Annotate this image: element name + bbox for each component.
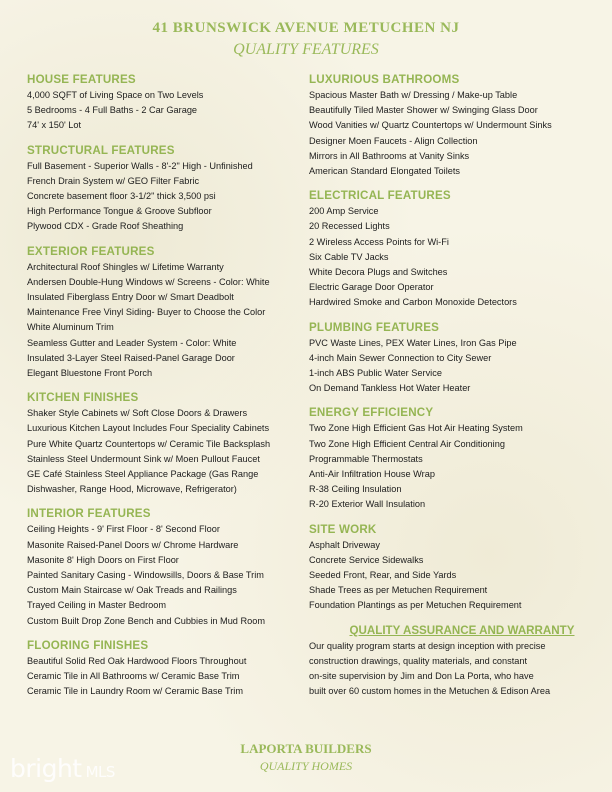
section-heading: PLUMBING FEATURES: [309, 320, 440, 334]
feature-item: Electric Garage Door Operator: [309, 282, 434, 293]
feature-item: Dishwasher, Range Hood, Microwave, Refrigerator): [27, 484, 237, 495]
feature-item: 20 Recessed Lights: [309, 221, 390, 232]
feature-item: American Standard Elongated Toilets: [309, 166, 461, 177]
feature-item: Insulated Fiberglass Entry Door w/ Smart Deadbolt: [27, 292, 234, 303]
feature-item: Foundation Plantings as per Metuchen Requirement: [309, 600, 522, 611]
feature-item: White Decora Plugs and Switches: [309, 267, 448, 278]
feature-item: Concrete basement floor 3-1/2" thick 3,500 psi: [27, 191, 216, 202]
footer-title: LAPORTA BUILDERS: [240, 741, 372, 756]
quality-line: construction drawings, quality materials, and constant: [309, 655, 528, 666]
feature-item: Shade Trees as per Metuchen Requirement: [309, 585, 488, 596]
page-subtitle: QUALITY FEATURES: [233, 41, 379, 58]
section-heading: INTERIOR FEATURES: [27, 507, 151, 521]
feature-item: 200 Amp Service: [309, 206, 379, 217]
feature-section: [27, 506, 312, 628]
feature-item: Designer Moen Faucets - Align Collection: [309, 135, 478, 146]
feature-item: Painted Sanitary Casing - Windowsills, Doors & Base Trim: [27, 570, 264, 581]
feature-item: Pure White Quartz Countertops w/ Ceramic Tile Backsplash: [27, 438, 271, 449]
feature-item: Two Zone High Efficient Central Air Conditioning: [309, 438, 505, 449]
feature-section: [309, 405, 601, 512]
right-sections: [309, 72, 601, 614]
brightmls-watermark: [10, 754, 115, 783]
feature-item: Masonite 8' High Doors on First Floor: [27, 554, 179, 565]
watermark-suffix: MLS: [85, 763, 115, 781]
feature-item: Asphalt Driveway: [309, 539, 380, 550]
feature-item: Spacious Master Bath w/ Dressing / Make-up Table: [309, 90, 518, 100]
feature-item: Beautifully Tiled Master Shower w/ Swinging Glass Door: [309, 105, 538, 116]
feature-item: 4,000 SQFT of Living Space on Two Levels: [27, 90, 204, 100]
feature-item: 1-inch ABS Public Water Service: [309, 368, 442, 379]
feature-section: [309, 522, 601, 614]
feature-item: Ceramic Tile in All Bathrooms w/ Ceramic Base Trim: [27, 671, 240, 682]
page-title: 41 BRUNSWICK AVENUE METUCHEN NJ: [152, 20, 460, 36]
feature-item: Elegant Bluestone Front Porch: [27, 368, 153, 379]
feature-item: Seamless Gutter and Leader System - Color: White: [27, 337, 237, 348]
feature-item: Anti-Air Infiltration House Wrap: [309, 469, 435, 480]
section-heading: ENERGY EFFICIENCY: [309, 406, 434, 420]
feature-item: 4-inch Main Sewer Connection to City Sewer: [309, 352, 492, 363]
feature-section: [309, 320, 601, 397]
feature-item: Insulated 3-Layer Steel Raised-Panel Garage Door: [27, 352, 235, 363]
feature-item: French Drain System w/ GEO Filter Fabric: [27, 175, 200, 186]
feature-item: R-20 Exterior Wall Insulation: [309, 499, 426, 510]
section-heading: EXTERIOR FEATURES: [27, 244, 155, 258]
feature-item: Wood Vanities w/ Quartz Countertops w/ Undermount Sinks: [309, 120, 552, 131]
quality-line: on-site supervision by Jim and Don La Porta, who have: [309, 671, 534, 682]
quality-line: Our quality program starts at design inception with precise: [309, 640, 546, 651]
right-column: [309, 72, 601, 709]
feature-section: [27, 638, 312, 700]
feature-item: Mirrors in All Bathrooms at Vanity Sinks: [309, 150, 470, 161]
section-heading: FLOORING FINISHES: [27, 638, 149, 652]
feature-section: [27, 244, 312, 382]
feature-item: Plywood CDX - Grade Roof Sheathing: [27, 221, 184, 232]
feature-item: Full Basement - Superior Walls - 8'-2" High - Unfinished: [27, 160, 253, 171]
feature-item: 74' x 150' Lot: [27, 120, 82, 131]
feature-item: PVC Waste Lines, PEX Water Lines, Iron Gas Pipe: [309, 337, 517, 348]
feature-item: 2 Wireless Access Points for Wi-Fi: [309, 236, 449, 247]
feature-item: GE Café Stainless Steel Appliance Package (Gas Range: [27, 469, 259, 480]
quality-section: [309, 623, 601, 700]
feature-item: Maintenance Free Vinyl Siding- Buyer to Choose the Color: [27, 307, 266, 318]
feature-item: Concrete Service Sidewalks: [309, 554, 424, 565]
feature-item: Luxurious Kitchen Layout Includes Four Speciality Cabinets: [27, 423, 270, 434]
section-heading: ELECTRICAL FEATURES: [309, 189, 451, 203]
watermark-text: bright: [10, 754, 82, 783]
feature-item: Andersen Double-Hung Windows w/ Screens - Color: White: [27, 276, 270, 287]
feature-item: Two Zone High Efficient Gas Hot Air Heating System: [309, 423, 523, 434]
feature-item: On Demand Tankless Hot Water Heater: [309, 383, 471, 394]
feature-section: [309, 188, 601, 310]
feature-item: Custom Main Staircase w/ Oak Treads and Railings: [27, 585, 237, 596]
feature-item: Hardwired Smoke and Carbon Monoxide Detectors: [309, 297, 517, 308]
feature-item: White Aluminum Trim: [27, 322, 114, 333]
feature-item: Trayed Ceiling in Master Bedroom: [27, 600, 167, 611]
section-heading: SITE WORK: [309, 522, 377, 536]
feature-item: Seeded Front, Rear, and Side Yards: [309, 570, 457, 581]
quality-heading: QUALITY ASSURANCE AND WARRANTY: [349, 623, 575, 637]
feature-section: [309, 72, 601, 179]
feature-item: Six Cable TV Jacks: [309, 251, 389, 262]
feature-item: 5 Bedrooms - 4 Full Baths - 2 Car Garage: [27, 105, 198, 116]
feature-item: Stainless Steel Undermount Sink w/ Moen Pullout Faucet: [27, 453, 260, 464]
feature-section: [27, 390, 312, 497]
section-heading: HOUSE FEATURES: [27, 73, 136, 86]
feature-item: R-38 Ceiling Insulation: [309, 484, 402, 495]
feature-item: Shaker Style Cabinets w/ Soft Close Doors & Drawers: [27, 408, 248, 419]
feature-item: Beautiful Solid Red Oak Hardwood Floors Throughout: [27, 655, 247, 666]
section-heading: KITCHEN FINISHES: [27, 391, 139, 405]
feature-item: Masonite Raised-Panel Doors w/ Chrome Hardware: [27, 539, 239, 550]
left-column: [27, 72, 312, 709]
quality-line: built over 60 custom homes in the Metuchen & Edison Area: [309, 686, 551, 697]
feature-section: [27, 72, 312, 134]
feature-item: Custom Built Drop Zone Bench and Cubbies in Mud Room: [27, 615, 265, 626]
feature-item: Ceramic Tile in Laundry Room w/ Ceramic Base Trim: [27, 686, 243, 697]
feature-item: Programmable Thermostats: [309, 453, 423, 464]
feature-item: Architectural Roof Shingles w/ Lifetime Warranty: [27, 261, 224, 272]
feature-item: Ceiling Heights - 9' First Floor - 8' Second Floor: [27, 524, 220, 535]
footer-subtitle: QUALITY HOMES: [259, 759, 353, 773]
section-heading: LUXURIOUS BATHROOMS: [309, 73, 460, 86]
section-heading: STRUCTURAL FEATURES: [27, 143, 175, 157]
feature-item: High Performance Tongue & Groove Subfloor: [27, 206, 212, 217]
feature-section: [27, 143, 312, 235]
